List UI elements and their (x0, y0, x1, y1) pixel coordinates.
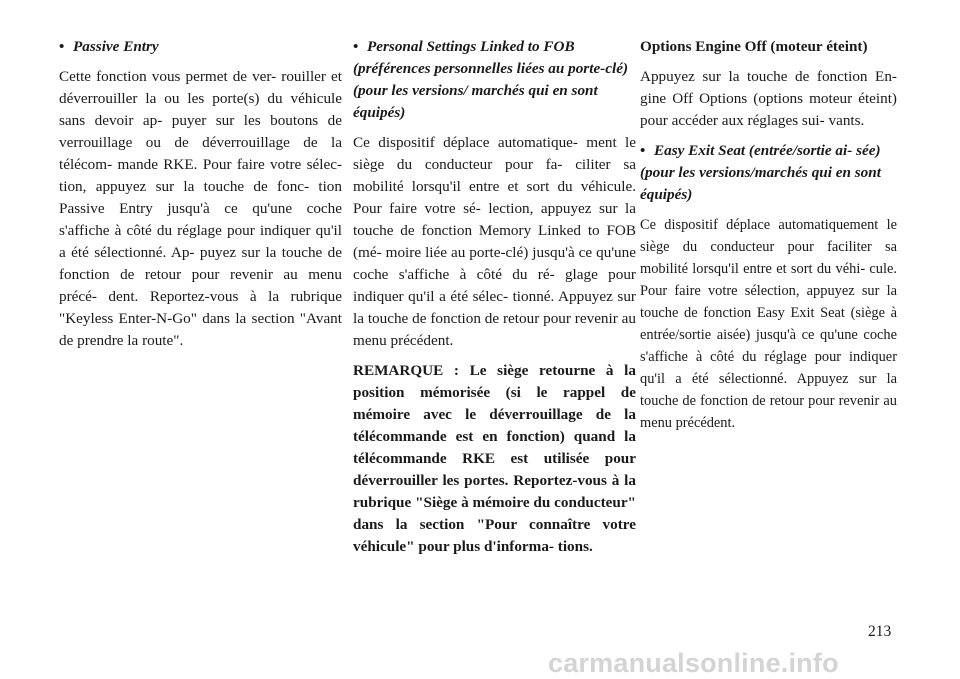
bullet-icon: • (59, 38, 65, 55)
page-number: 213 (868, 623, 892, 640)
passive-entry-heading (59, 36, 342, 58)
remarque-note: REMARQUE : Le siège retourne à la position mémorisée (si le rappel de mémoire avec le déverrouillage de la télécommande est en fonction) quand la télécommande RKE est utilisée pour déverrouiller les portes. Reportez-vous à la rubrique "Siège à mémoire du conducteur" dans la section "Pour connaître votre véhicule" pour plus d'informa- tions. (353, 362, 636, 555)
bullet-icon: • (640, 142, 646, 159)
left-column (59, 36, 342, 360)
easy-exit-seat-heading (640, 140, 897, 206)
easy-exit-seat-heading-text: Easy Exit Seat (entrée/sortie ai- sée) (pour les versions/marchés qui en sont équipés) (640, 142, 881, 203)
engine-off-options-heading: Options Engine Off (moteur éteint) (640, 38, 868, 55)
personal-settings-heading (353, 36, 636, 124)
passive-entry-body: Cette fonction vous permet de ver- rouiller et déverrouiller la ou les porte(s) du véhicule sans devoir ap- puyer sur les boutons de verrouillage ou de déverrouillage de la télécom- mande RKE. Pour faire votre sélec- tion, appuyez sur la touche de fonc- tion Passive Entry jusqu'à ce qu'une coche s'affiche à côté du réglage pour indiquer qu'il a été sélectionné. Ap- puyez sur la touche de fonction de retour pour revenir au menu précé- dent. Reportez-vous à la rubrique "Keyless Enter-N-Go" dans la section "Avant de prendre la route". (59, 68, 342, 349)
personal-settings-body: Ce dispositif déplace automatique- ment le siège du conducteur pour fa- ciliter sa mobilité lorsqu'il entre et sort du véhicule. Pour faire votre sé- lection, appuyez sur la touche de fonction Memory Linked to FOB (mé- moire liée au porte-clé) jusqu'à ce qu'une coche s'affiche à côté du ré- glage pour indiquer qu'il a été sélec- tionné. Appuyez sur la touche de fonction de retour pour revenir au menu précédent. (353, 134, 636, 349)
personal-settings-heading-text: Personal Settings Linked to FOB (préférences personnelles liées au porte-clé) (pour les versions/ marchés qui en sont équipés) (353, 38, 628, 121)
right-column (640, 36, 897, 442)
easy-exit-seat-body: Ce dispositif déplace automatiquement le siège du conducteur pour faciliter sa mobilité lorsqu'il entre et sort du véhi- cule. Pour faire votre sélection, appuyez sur la touche de fonction Easy Exit Seat (siège à entrée/sortie aisée) jusqu'à ce qu'une coche s'affiche à côté du réglage pour indiquer qu'il a été sélectionné. Appuyez sur la touche de fonction de retour pour revenir au menu précédent. (640, 217, 897, 431)
watermark: carmanualsonline.info (548, 648, 839, 678)
bullet-icon: • (353, 38, 359, 55)
engine-off-options-intro: Appuyez sur la touche de fonction En- gine Off Options (options moteur éteint) pour accéder aux réglages sui- vants. (640, 68, 897, 129)
passive-entry-heading-text: Passive Entry (73, 38, 159, 55)
middle-column (353, 36, 636, 566)
